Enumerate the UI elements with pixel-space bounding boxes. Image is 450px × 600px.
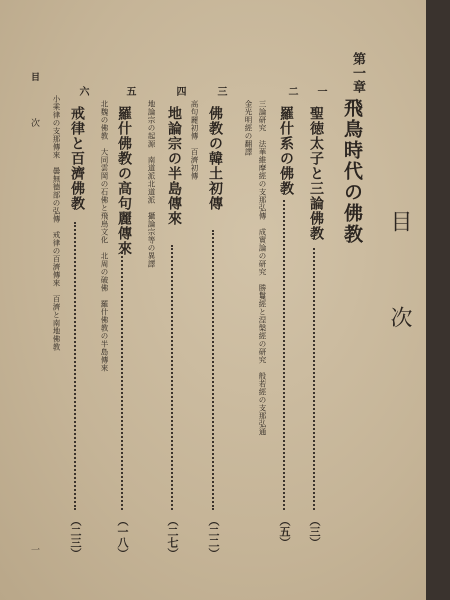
- running-head-sub: 次: [29, 118, 39, 127]
- section-number: 四: [174, 86, 185, 96]
- section-title: 羅什佛教の高句麗傳來: [116, 106, 132, 256]
- page-number: （一八）: [116, 515, 129, 559]
- subtopics-line: 三論研究 法華維摩經の支那弘傳 成實論の研究 勝鬘經と涅槃經の研究 般若經の支那弘通: [258, 100, 267, 436]
- subtopics-line: 北魏の佛教 大同雲岡の石佛と飛鳥文化 北周の破佛 羅什佛教の半島傳來: [100, 100, 109, 372]
- chapter-title: 飛鳥時代の佛教: [341, 98, 363, 245]
- page-number: （三）: [308, 515, 321, 548]
- subtopics-line: 高句麗初傳 百濟初傳: [190, 100, 199, 180]
- section-title: 戒律と百濟佛教: [69, 106, 85, 211]
- subtopics-line: 小乘律の支那傳來 曇無德部の弘傳 戒律の百濟傳來 百濟と南地佛教: [52, 95, 61, 351]
- section-title: 佛教の韓土初傳: [207, 106, 223, 211]
- dot-leader: [212, 230, 214, 510]
- section-title: 聖徳太子と三論佛教: [308, 106, 324, 241]
- chapter-number: 第一章: [350, 52, 365, 94]
- page-edge-shadow: [426, 0, 450, 600]
- section-number: 三: [215, 86, 226, 96]
- dot-leader: [313, 248, 315, 510]
- section-title: 羅什系の佛教: [278, 106, 294, 196]
- running-head: 目: [29, 72, 39, 81]
- dot-leader: [121, 252, 123, 510]
- dot-leader: [171, 245, 173, 510]
- section-number: 六: [77, 86, 88, 96]
- section-number: 一: [315, 86, 326, 96]
- page-title: 目 次: [387, 210, 412, 354]
- subtopics-line: 地論宗の起源 南道派北道派 攝論宗等の異譯: [147, 100, 156, 268]
- dot-leader: [283, 200, 285, 510]
- dot-leader: [74, 222, 76, 510]
- section-number: 五: [124, 86, 135, 96]
- section-title: 地論宗の半島傳來: [166, 106, 182, 226]
- page-number: （二二）: [207, 515, 220, 559]
- page-number: （二七）: [166, 515, 179, 559]
- page-number: （五）: [278, 515, 291, 548]
- folio-number: 一: [29, 545, 39, 554]
- section-number: 二: [286, 86, 297, 96]
- page-number: （二三）: [69, 515, 82, 559]
- subtopics-line: 金光明經の翻譯: [244, 100, 253, 156]
